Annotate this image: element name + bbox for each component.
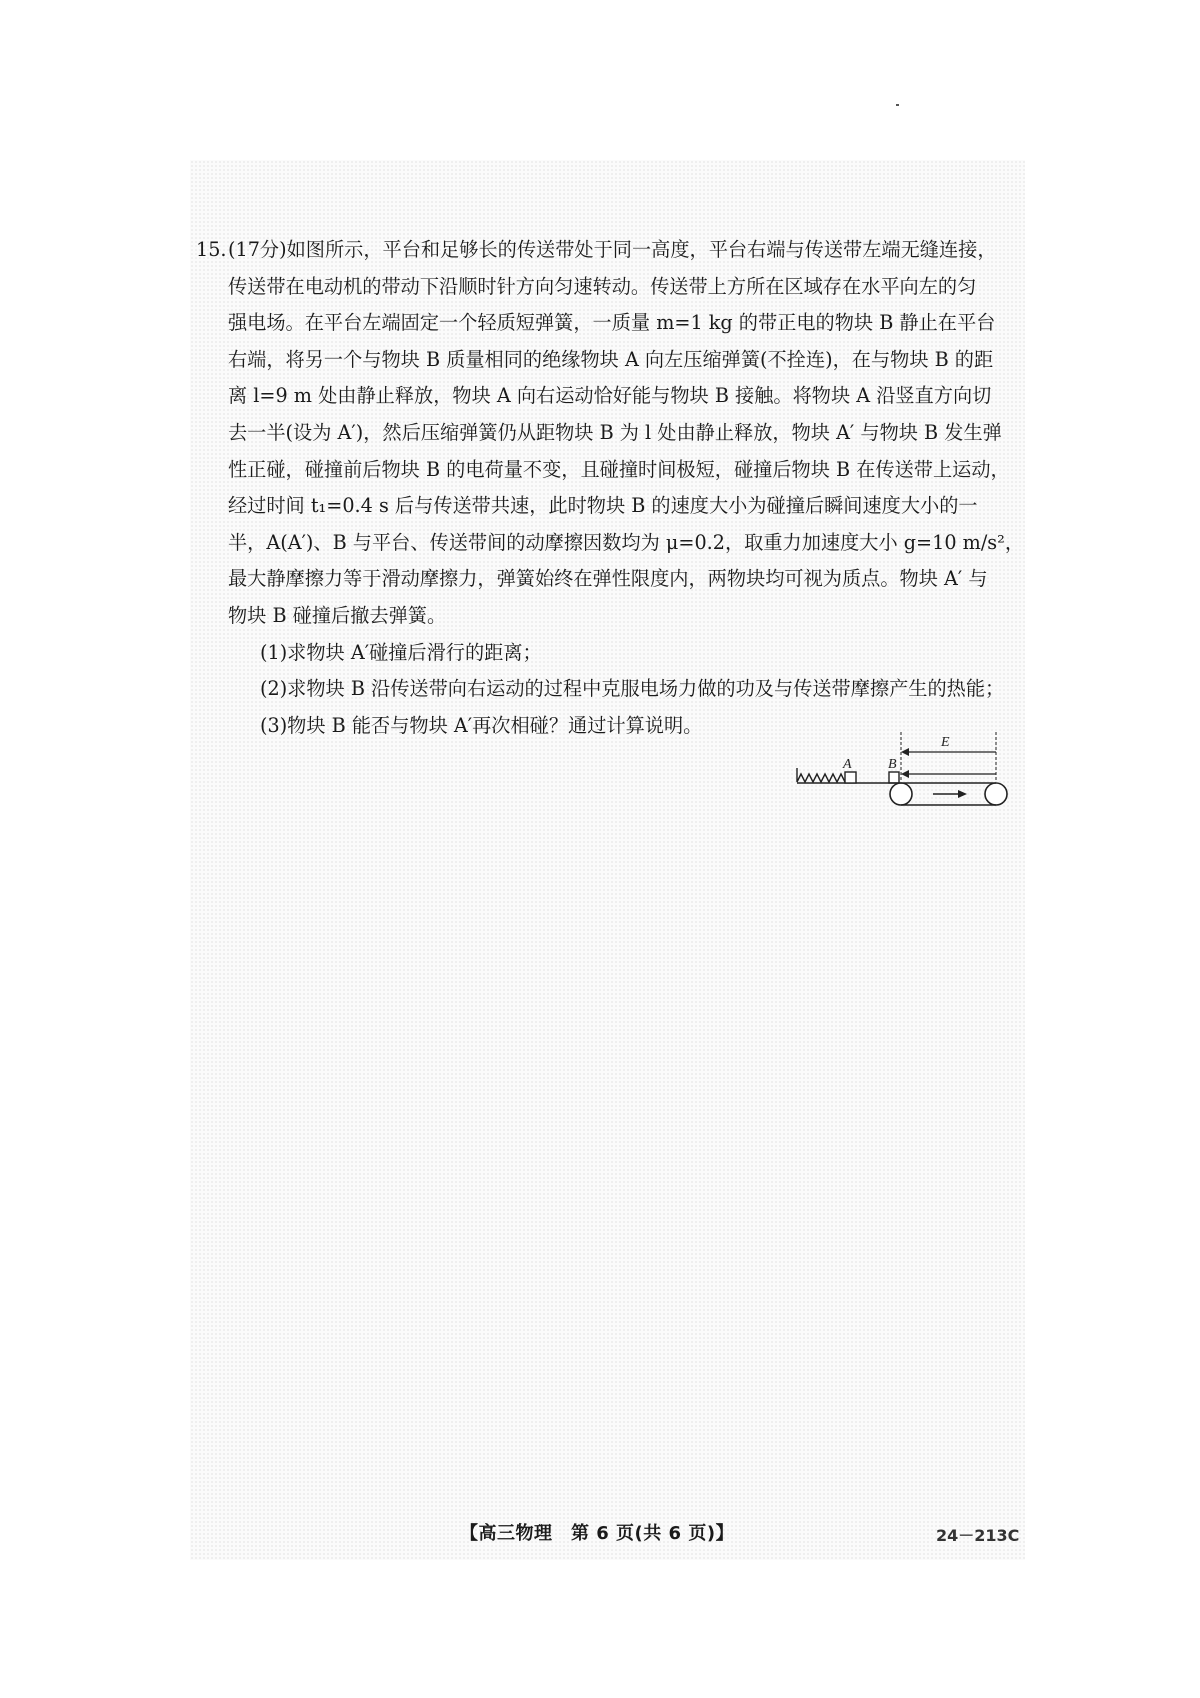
spring bbox=[797, 768, 845, 782]
question-stem-line: 离 l=9 m 处由静止释放，物块 A 向右运动恰好能与物块 B 接触。将物块 A 沿竖直方向切 bbox=[228, 384, 992, 408]
question-stem-line: 物块 B 碰撞后撤去弹簧。 bbox=[228, 603, 447, 627]
sub-question-2: (2)求物块 B 沿传送带向右运动的过程中克服电场力做的功及与传送带摩擦产生的热能； bbox=[260, 677, 1005, 701]
belt-direction-arrowhead bbox=[958, 790, 967, 798]
conveyor-diagram bbox=[795, 728, 1010, 810]
block-a bbox=[845, 772, 856, 783]
question-stem-line: 最大静摩擦力等于滑动摩擦力，弹簧始终在弹性限度内，两物块均可视为质点。物块 A′ 与 bbox=[228, 567, 988, 591]
conveyor-diagram-svg bbox=[795, 728, 1010, 810]
question-stem-line: 传送带在电动机的带动下沿顺时针方向匀速转动。传送带上方所在区域存在水平向左的匀 bbox=[228, 274, 977, 298]
scan-speck bbox=[896, 104, 899, 106]
left-roller bbox=[890, 783, 912, 805]
question-stem-line: 15.(17分)如图所示，平台和足够长的传送带处于同一高度，平台右端与传送带左端无缝连接， bbox=[228, 232, 1028, 269]
question-stem-line: 强电场。在平台左端固定一个轻质短弹簧，一质量 m=1 kg 的带正电的物块 B 静止在平台 bbox=[228, 311, 996, 335]
block-b bbox=[889, 772, 899, 783]
exam-code: 24－213C bbox=[936, 1526, 1020, 1545]
question-stem-line: 半，A(A′)、B 与平台、传送带间的动摩擦因数均为 μ=0.2，取重力加速度大小 g=10 m/s²， bbox=[228, 530, 1025, 554]
question-stem-line: 性正碰，碰撞前后物块 B 的电荷量不变，且碰撞时间极短，碰撞后物块 B 在传送带上运动， bbox=[228, 457, 1010, 481]
question-15 bbox=[196, 232, 1028, 744]
field-line-top-arrowhead bbox=[901, 748, 909, 756]
label-e: E bbox=[941, 735, 950, 750]
question-stem-line: 经过时间 t₁=0.4 s 后与传送带共速，此时物块 B 的速度大小为碰撞后瞬间速度大小的一 bbox=[228, 494, 978, 518]
right-roller bbox=[985, 783, 1007, 805]
sub-question-3: (3)物块 B 能否与物块 A′再次相碰？通过计算说明。 bbox=[260, 713, 703, 737]
field-line-bottom-arrowhead bbox=[901, 770, 909, 778]
label-a: A bbox=[843, 757, 852, 772]
sub-question-1: (1)求物块 A′碰撞后滑行的距离； bbox=[260, 640, 542, 664]
label-b: B bbox=[888, 757, 897, 772]
question-number: 15. bbox=[196, 238, 227, 261]
question-stem-line: 右端，将另一个与物块 B 质量相同的绝缘物块 A 向左压缩弹簧(不拴连)，在与物块 B 的距 bbox=[228, 347, 994, 371]
question-stem-line: 去一半(设为 A′)，然后压缩弹簧仍从距物块 B 为 l 处由静止释放，物块 A′ 与物块 B 发生弹 bbox=[228, 420, 1002, 444]
page-footer: 【高三物理 第 6 页(共 6 页)】 bbox=[460, 1523, 735, 1544]
